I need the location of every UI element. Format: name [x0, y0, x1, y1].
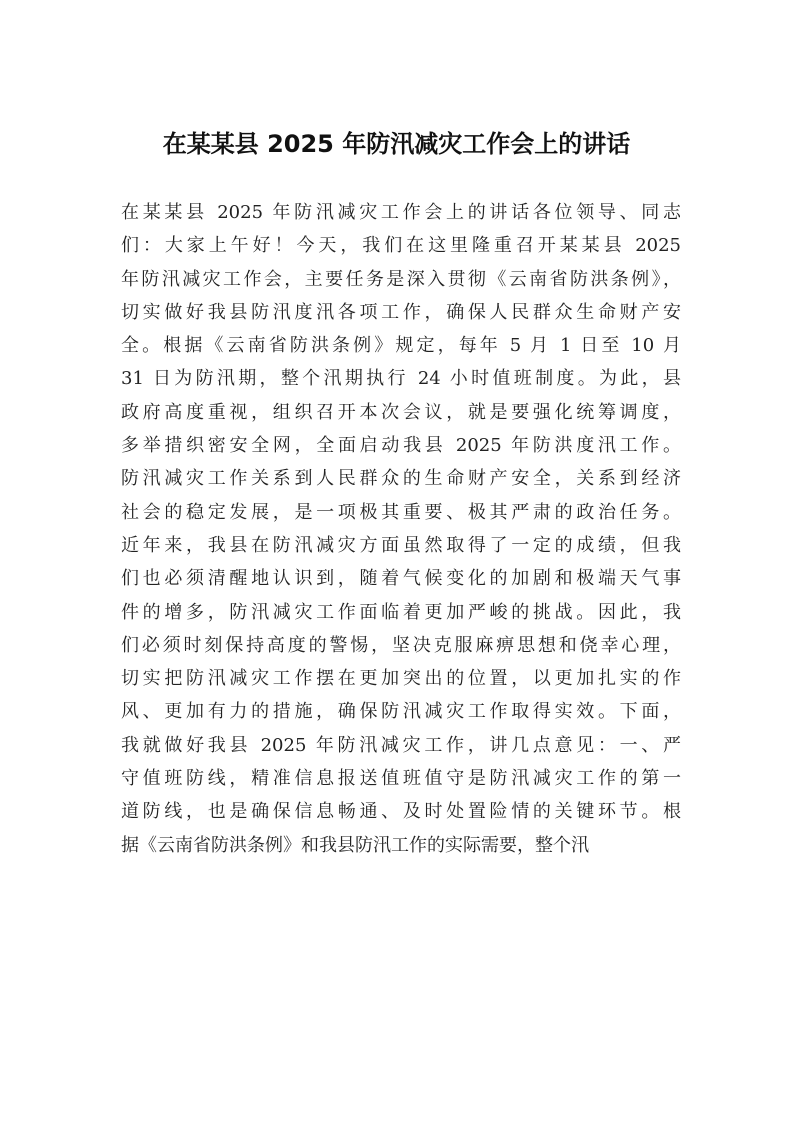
- text-line: 切实做好我县防汛度汛各项工作，确保人民群众生命财产安: [121, 301, 681, 323]
- text-line: 防汛减灾工作关系到人民群众的生命财产安全，关系到经济: [121, 468, 681, 490]
- text-line: 们必须时刻保持高度的警惕，坚决克服麻痹思想和侥幸心理，: [121, 634, 681, 656]
- text-line: 近年来，我县在防汛减灾方面虽然取得了一定的成绩，但我: [121, 534, 681, 556]
- text-line: 据《云南省防洪条例》和我县防汛工作的实际需要，整个汛: [121, 834, 589, 856]
- text-line: 守值班防线，精准信息报送值班值守是防汛减灾工作的第一: [121, 768, 681, 790]
- text-line: 全。根据《云南省防洪条例》规定，每年 5 月 1 日至 10 月: [121, 335, 681, 357]
- text-line: 社会的稳定发展，是一项极其重要、极其严肃的政治任务。: [121, 501, 681, 523]
- text-line: 件的增多，防汛减灾工作面临着更加严峻的挑战。因此，我: [121, 601, 681, 623]
- text-line: 们：大家上午好！今天，我们在这里隆重召开某某县 2025: [121, 235, 681, 257]
- text-line: 道防线，也是确保信息畅通、及时处置险情的关键环节。根: [121, 801, 681, 823]
- text-line: 政府高度重视，组织召开本次会议，就是要强化统筹调度，: [121, 401, 681, 423]
- text-line: 我就做好我县 2025 年防汛减灾工作，讲几点意见：一、严: [121, 734, 681, 756]
- text-line: 多举措织密安全网，全面启动我县 2025 年防洪度汛工作。: [121, 435, 681, 457]
- text-line: 风、更加有力的措施，确保防汛减灾工作取得实效。下面，: [121, 701, 681, 723]
- text-line: 31 日为防汛期，整个汛期执行 24 小时值班制度。为此，县: [121, 368, 681, 390]
- text-line: 年防汛减灾工作会，主要任务是深入贯彻《云南省防洪条例》，: [121, 268, 681, 290]
- text-line: 切实把防汛减灾工作摆在更加突出的位置，以更加扎实的作: [121, 668, 681, 690]
- body-paragraph: [121, 196, 681, 862]
- text-line: 在某某县 2025 年防汛减灾工作会上的讲话各位领导、同志: [121, 202, 681, 223]
- page-title: 在某某县 2025 年防汛减灾工作会上的讲话: [162, 130, 631, 158]
- text-line: 们也必须清醒地认识到，随着气候变化的加剧和极端天气事: [121, 568, 681, 590]
